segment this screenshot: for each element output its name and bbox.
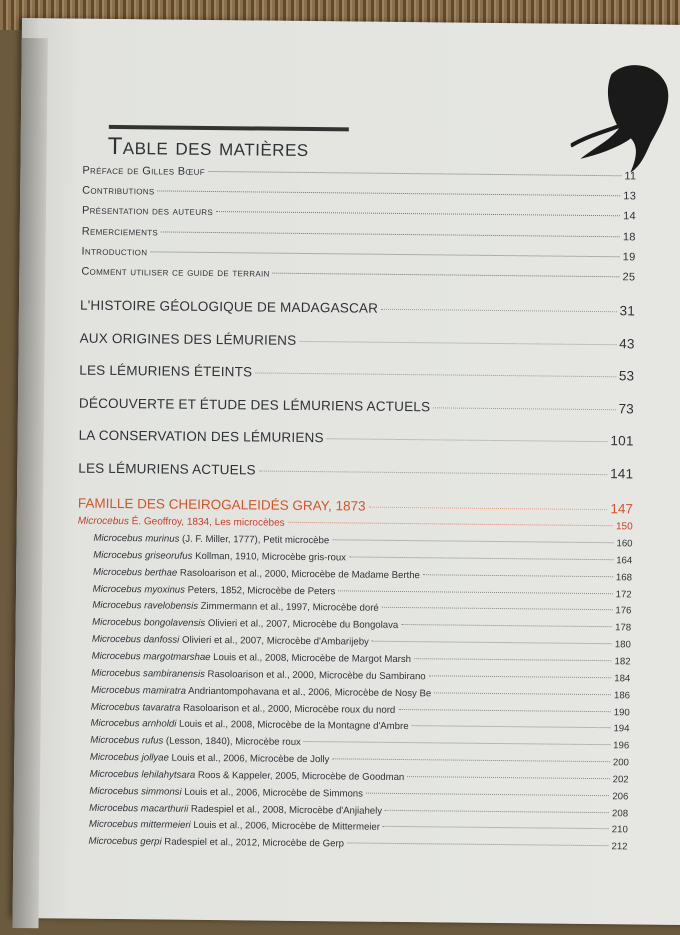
toc-species-entry-text: Radespiel et al., 2008, Microcèbe d'Anjiahely — [188, 803, 383, 817]
toc-genus-entry — [78, 516, 633, 533]
dot-leader — [407, 776, 609, 779]
toc-chapter-entry-page: 73 — [618, 401, 635, 417]
toc-species-entry-latin-name: Microcebus griseorufus — [93, 549, 193, 562]
toc-front-entry-page: 25 — [622, 271, 636, 284]
toc-chapter-entry-page: 141 — [610, 466, 634, 482]
toc-species-entry-latin-name: Microcebus simmonsi — [89, 785, 182, 798]
dot-leader — [255, 373, 616, 378]
toc-front-entry-label — [82, 225, 158, 238]
toc-chapter-entry — [78, 461, 633, 482]
dot-leader — [349, 556, 613, 560]
toc-chapter-entry-label — [79, 428, 324, 446]
toc-family-entry-text: FAMILLE DES CHEIROGALEIDÉS GRAY, 1873 — [77, 495, 366, 514]
toc-species-entry-label — [90, 735, 301, 748]
toc-family-entry-page: 147 — [610, 501, 633, 517]
toc-species-entry-page: 160 — [616, 538, 633, 550]
toc-species-entry — [93, 533, 632, 550]
toc-species-entry-text: Peters, 1852, Microcèbe de Peters — [184, 584, 336, 597]
toc-species-entry — [92, 651, 631, 668]
toc-species-entry — [90, 718, 629, 735]
toc-chapter-entry — [79, 428, 634, 449]
toc-species-entry-label — [93, 550, 346, 564]
toc-front-entry — [82, 205, 636, 223]
dot-leader — [385, 809, 609, 812]
toc-front-entry-text: Introduction — [81, 245, 148, 259]
toc-chapter-entry-text: LA CONSERVATION DES LÉMURIENS — [78, 428, 324, 446]
toc-chapter-entry-label — [78, 461, 256, 478]
dot-leader — [338, 590, 612, 594]
lemur-silhouette-icon — [570, 54, 680, 185]
dot-leader — [273, 273, 620, 278]
toc-species-entry-text: Louis et al., 2008, Microcèbe de la Montagne d'Ambre — [176, 718, 409, 733]
toc-species-entry-label — [92, 600, 378, 614]
toc-species-entry-text: Olivieri et al., 2007, Microcèbe du Bongolava — [205, 618, 399, 632]
toc-species-entry-page: 180 — [614, 639, 631, 651]
toc-species-entry-latin-name: Microcebus danfossi — [91, 633, 180, 646]
toc-species-entry — [92, 634, 631, 651]
toc-front-entry-page: 11 — [624, 170, 637, 183]
toc-species-entry-label — [89, 819, 380, 833]
dot-leader — [382, 607, 613, 610]
toc-species-entry — [90, 735, 629, 752]
toc-genus-entry-text: É. Geoffroy, 1834, Les microcèbes — [128, 516, 285, 529]
toc-species-entry-latin-name: Microcebus gerpi — [88, 836, 162, 848]
toc-chapter-entry-page: 53 — [618, 368, 635, 384]
book-page — [13, 18, 680, 925]
toc-species-entry — [91, 668, 630, 685]
toc-species-entry-page: 182 — [614, 656, 631, 668]
toc-species-entry-page: 200 — [612, 757, 629, 769]
toc-family-entry-label — [78, 496, 366, 514]
toc-species-entry-page: 208 — [612, 807, 629, 819]
toc-species-entry-text: Rasoloarison et al., 2000, Microcèbe du Sambirano — [204, 668, 426, 683]
toc-species-entry-label — [90, 769, 405, 783]
toc-species-entry-label — [89, 836, 345, 850]
toc-species-entry-text: Zimmermann et al., 1997, Microcèbe doré — [197, 601, 379, 615]
toc-species-entry-page: 206 — [612, 790, 629, 803]
toc-species-entry-page: 176 — [615, 605, 632, 617]
toc-species-entry — [92, 617, 631, 634]
toc-front-entry-text: Préface de Gilles Bœuf — [82, 164, 206, 178]
dot-leader — [433, 407, 615, 410]
toc-species-entry-label — [91, 684, 431, 699]
dot-leader — [347, 843, 609, 847]
toc-species-entry-label — [92, 634, 369, 648]
toc-chapter-entry-text: L'HISTOIRE GÉOLOGIQUE DE MADAGASCAR — [79, 297, 379, 316]
dot-leader — [401, 624, 612, 627]
toc-species-entry — [89, 785, 628, 802]
toc-species-entry-page: 202 — [612, 774, 629, 786]
toc-chapter-entry-page: 31 — [619, 303, 636, 319]
toc-species-entry-page: 210 — [611, 824, 628, 836]
toc-species-entry-latin-name: Microcebus margotmarshae — [91, 650, 211, 663]
toc-front-entry-page: 19 — [622, 251, 636, 264]
toc-species-entry-label — [91, 701, 396, 715]
toc-front-entry-label — [81, 266, 269, 280]
toc-species-entry-latin-name: Microcebus ravelobensis — [92, 600, 199, 613]
dot-leader — [216, 211, 620, 216]
toc-species-entry-label — [89, 785, 363, 799]
toc-species-entry — [89, 836, 628, 853]
dot-leader — [259, 471, 607, 476]
toc-family-entry — [78, 496, 633, 517]
dot-leader — [412, 725, 611, 728]
dot-leader — [327, 439, 608, 443]
toc-species-entry-label — [91, 668, 425, 683]
toc-species-entry-latin-name: Microcebus lehilahytsara — [89, 768, 196, 781]
toc-species-entry-page: 168 — [615, 571, 633, 584]
toc-front-entry-label — [82, 185, 154, 198]
toc-species-entry-text: Louis et al., 2006, Microcèbe de Jolly — [168, 752, 330, 766]
toc-front-entry-text: Remerciements — [81, 225, 159, 239]
toc-chapter-entry — [79, 395, 634, 416]
dot-leader — [398, 708, 610, 711]
toc-species-entry-latin-name: Microcebus myoxinus — [92, 583, 186, 596]
page-title: Table des matières — [107, 132, 309, 163]
toc-species-entry-label — [90, 718, 408, 732]
dot-leader — [414, 658, 612, 661]
dot-leader — [383, 826, 609, 829]
toc-species-entry-latin-name: Microcebus arnholdi — [90, 718, 177, 730]
toc-chapter-entry-page: 101 — [610, 433, 634, 449]
toc-species-entry-label — [90, 752, 330, 766]
toc-species-entry-page: 178 — [615, 622, 632, 634]
toc-species-entry-latin-name: Microcebus murinus — [93, 532, 180, 545]
toc-species-entry-latin-name: Microcebus sambiranensis — [91, 667, 205, 680]
toc-species-entry — [91, 701, 630, 718]
toc-species-entry-page: 172 — [615, 588, 632, 600]
dot-leader — [434, 692, 611, 695]
toc-species-entry-label — [92, 651, 412, 665]
toc-chapter-entry-page: 43 — [619, 335, 635, 352]
toc-species-entry-text: Andriantompohavana et al., 2006, Microcèbe de Nosy Be — [185, 685, 432, 699]
toc-species-entry-latin-name: Microcebus mittermeieri — [88, 819, 191, 832]
toc-chapter-entry-label — [79, 395, 430, 414]
toc-species-entry-page: 190 — [613, 706, 630, 718]
toc-species-entry-label — [93, 583, 336, 597]
toc-species-entry — [89, 802, 628, 819]
toc-species-entry — [93, 566, 632, 583]
toc-species-entry-text: Radespiel et al., 2012, Microcèbe de Gerp — [161, 836, 345, 850]
dot-leader — [157, 191, 620, 197]
dot-leader — [332, 758, 610, 762]
dot-leader — [304, 741, 610, 745]
toc-species-entry-text: Louis et al., 2006, Microcèbe de Simmons — [181, 786, 363, 800]
toc-species-entry-page: 164 — [616, 555, 633, 567]
dot-leader — [429, 675, 612, 678]
toc-front-entry-page: 13 — [623, 190, 637, 203]
toc-species-entry-label — [92, 617, 398, 631]
toc-genus-entry-page: 150 — [615, 521, 633, 533]
toc-species-entry-latin-name: Microcebus berthae — [92, 566, 178, 579]
dot-leader — [150, 251, 619, 257]
toc-front-entry-label — [82, 205, 213, 218]
toc-species-entry-text: Roos & Kappeler, 2005, Microcèbe de Goodman — [195, 769, 405, 783]
toc-species-entry-text: Kollman, 1910, Microcèbe gris-roux — [192, 550, 347, 564]
toc-species-entry — [90, 752, 629, 769]
toc-species-entry-text: Louis et al., 2008, Microcèbe de Margot Marsh — [210, 651, 412, 666]
toc-chapter-entry-label — [80, 330, 297, 347]
dot-leader — [208, 171, 621, 176]
toc-front-entry-text: Contributions — [82, 184, 155, 198]
toc-front-entry-text: Présentation des auteurs — [81, 205, 214, 219]
toc-species-entry-page: 212 — [611, 841, 628, 853]
toc-species-entry — [91, 684, 630, 701]
toc-front-entry — [81, 266, 635, 284]
toc-species-entry-text: (Lesson, 1840), Microcèbe roux — [163, 735, 301, 749]
toc-species-entry-text: Rasoloarison et al., 2000, Microcèbe roux du nord — [180, 702, 396, 716]
toc-chapter-entry-text: AUX ORIGINES DES LÉMURIENS — [79, 330, 297, 348]
toc-chapter-entry-text: LES LÉMURIENS ACTUELS — [78, 460, 256, 478]
dot-leader — [332, 539, 613, 543]
toc-species-entry-label — [93, 566, 420, 580]
toc-species-entry-latin-name: Microcebus rufus — [90, 734, 164, 747]
dot-leader — [288, 522, 613, 526]
toc-species-entry — [92, 600, 631, 617]
toc-species-entry-label — [89, 802, 382, 816]
toc-front-entry-text: Comment utiliser ce guide de terrain — [81, 265, 270, 280]
toc-chapter-entry — [80, 298, 635, 319]
toc-species-entry-text: Olivieri et al., 2007, Microcèbe d'Ambarijeby — [179, 634, 369, 648]
toc-chapter-entry-label — [79, 363, 252, 380]
dot-leader — [372, 641, 612, 645]
toc-chapter-entry-label — [80, 298, 378, 316]
dot-leader — [423, 574, 613, 577]
toc-species-entry-page: 194 — [613, 723, 630, 735]
toc-front-entry — [81, 245, 635, 263]
toc-front-entry-label — [81, 245, 147, 258]
toc-chapter-entry — [79, 363, 634, 384]
dot-leader — [299, 341, 616, 345]
toc-species-entry-label — [93, 533, 329, 546]
toc-chapter-entry-text: DÉCOUVERTE ET ÉTUDE DES LÉMURIENS ACTUELS — [78, 395, 431, 415]
toc-genus-entry-label — [78, 516, 285, 529]
toc-species-entry — [93, 583, 632, 600]
toc-species-entry-page: 184 — [614, 673, 631, 685]
toc-front-entry — [82, 225, 636, 243]
toc-species-entry — [93, 550, 632, 567]
toc-front-entry — [82, 185, 636, 203]
title-rule — [109, 125, 349, 132]
toc-species-entry-latin-name: Microcebus tavaratra — [90, 701, 181, 714]
toc-species-entry-latin-name: Microcebus bongolavensis — [92, 617, 206, 630]
dot-leader — [369, 507, 608, 511]
toc-front-entry — [82, 165, 636, 183]
toc-front-entry-page: 18 — [622, 230, 636, 244]
toc-chapter-entry — [80, 330, 635, 351]
toc-front-entry-page: 14 — [623, 210, 637, 223]
toc-species-entry-page: 186 — [613, 689, 631, 702]
dot-leader — [381, 309, 616, 312]
toc-chapter-entry-text: LES LÉMURIENS ÉTEINTS — [79, 362, 253, 380]
toc-species-entry-text: Louis et al., 2006, Microcèbe de Mittermeier — [190, 820, 381, 834]
toc-species-entry-text: (J. F. Miller, 1777), Petit microcèbe — [179, 533, 330, 547]
toc-species-entry-page: 196 — [613, 740, 630, 752]
dot-leader — [366, 792, 609, 796]
toc-species-entry-latin-name: Microcebus jollyae — [89, 751, 169, 764]
toc-species-entry-latin-name: Microcebus mamiratra — [91, 684, 187, 697]
toc-species-entry-text: Rasoloarison et al., 2000, Microcèbe de Madame Berthe — [177, 567, 420, 581]
toc-species-entry — [90, 769, 629, 786]
toc-species-entry-latin-name: Microcebus macarthurii — [89, 802, 189, 815]
toc-genus-entry-latin-name: Microcebus — [77, 515, 129, 528]
page-gutter — [12, 38, 47, 928]
toc-species-entry — [89, 819, 628, 836]
dot-leader — [161, 231, 620, 237]
toc-front-entry-label — [82, 165, 205, 178]
